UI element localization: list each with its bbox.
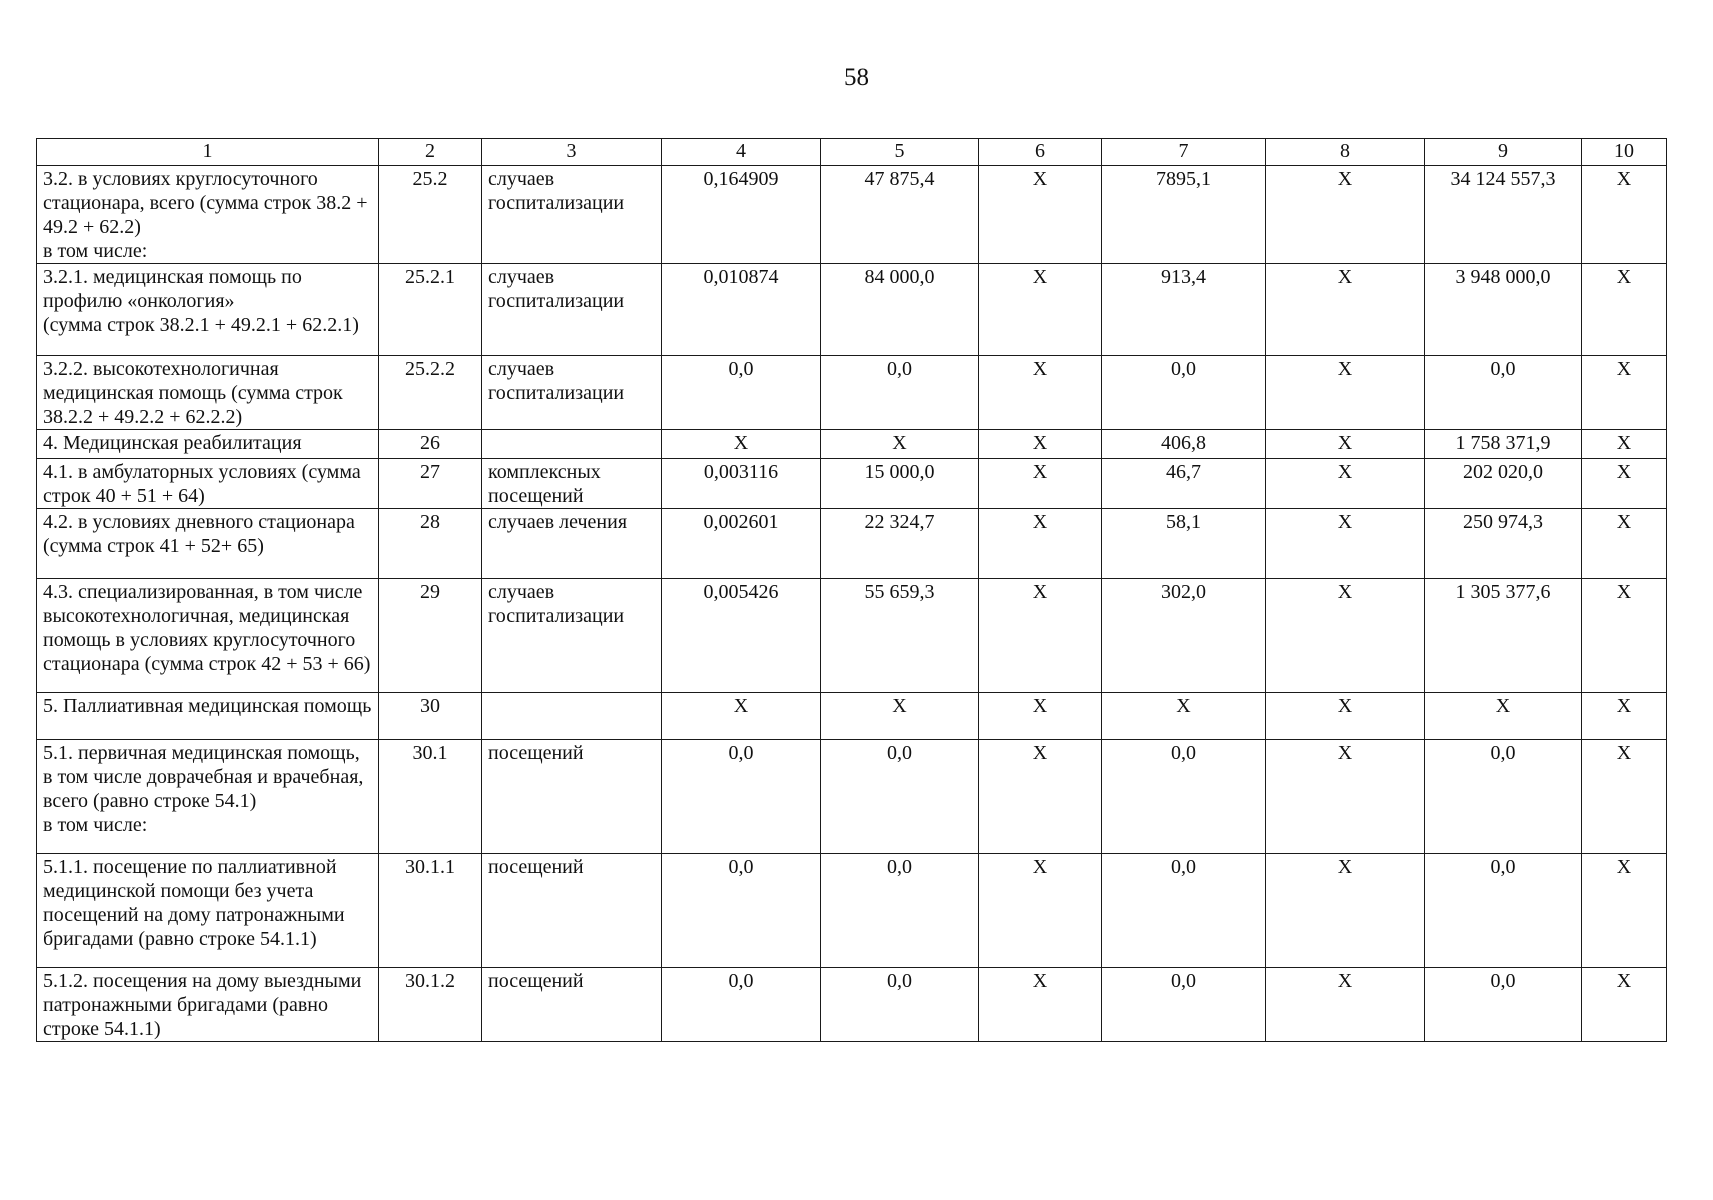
cell-col9: 0,0 [1425,356,1582,430]
cell-col4: 0,0 [662,854,821,968]
cell-col8: Х [1266,968,1425,1042]
row-code: 26 [379,430,482,459]
cell-col7: 7895,1 [1102,166,1266,264]
cell-col7: 0,0 [1102,356,1266,430]
row-code: 25.2.2 [379,356,482,430]
cell-col9: 0,0 [1425,854,1582,968]
cell-col10: Х [1582,740,1667,854]
cell-col10: Х [1582,509,1667,579]
cell-col5: 84 000,0 [821,264,979,356]
cell-col7: 0,0 [1102,854,1266,968]
cell-col6: Х [979,459,1102,509]
header-cell: 5 [821,139,979,166]
cell-col9: 34 124 557,3 [1425,166,1582,264]
row-label: 4.3. специализированная, в том числе высокотехнологичная, медицинская помощь в условиях круглосуточного стационара (сумма строк 42 + 53 + 66) [37,579,379,693]
cell-col6: Х [979,264,1102,356]
cell-col5: Х [821,693,979,740]
cell-col4: 0,0 [662,968,821,1042]
cell-col9: 3 948 000,0 [1425,264,1582,356]
row-label: 5.1.2. посещения на дому выездными патронажными бригадами (равно строке 54.1.1) [37,968,379,1042]
cell-col6: Х [979,430,1102,459]
cell-col8: Х [1266,166,1425,264]
cell-col4: 0,003116 [662,459,821,509]
cell-col9: 202 020,0 [1425,459,1582,509]
cell-col5: 0,0 [821,968,979,1042]
row-unit: случаев госпитализации [482,579,662,693]
table-row [37,430,1667,459]
cell-col10: Х [1582,430,1667,459]
cell-col6: Х [979,356,1102,430]
table-row [37,356,1667,430]
cell-col4: Х [662,430,821,459]
cell-col8: Х [1266,430,1425,459]
cell-col10: Х [1582,166,1667,264]
cell-col10: Х [1582,854,1667,968]
cell-col7: 58,1 [1102,509,1266,579]
cell-col10: Х [1582,264,1667,356]
header-cell: 8 [1266,139,1425,166]
cell-col7: 406,8 [1102,430,1266,459]
table-row [37,579,1667,693]
row-unit: посещений [482,968,662,1042]
row-label: 4.1. в амбулаторных условиях (сумма строк 40 + 51 + 64) [37,459,379,509]
row-code: 30 [379,693,482,740]
cell-col8: Х [1266,740,1425,854]
cell-col5: 55 659,3 [821,579,979,693]
cell-col8: Х [1266,509,1425,579]
row-code: 30.1.1 [379,854,482,968]
cell-col4: 0,002601 [662,509,821,579]
header-cell: 3 [482,139,662,166]
cell-col7: 0,0 [1102,740,1266,854]
cell-col4: 0,164909 [662,166,821,264]
cell-col9: 0,0 [1425,740,1582,854]
row-unit: посещений [482,854,662,968]
cell-col6: Х [979,968,1102,1042]
cell-col8: Х [1266,356,1425,430]
row-code: 25.2 [379,166,482,264]
cell-col4: 0,0 [662,356,821,430]
row-unit: случаев лечения [482,509,662,579]
cell-col7: 46,7 [1102,459,1266,509]
cell-col5: 22 324,7 [821,509,979,579]
row-label: 3.2.2. высокотехнологичная медицинская помощь (сумма строк 38.2.2 + 49.2.2 + 62.2.2) [37,356,379,430]
row-code: 30.1.2 [379,968,482,1042]
cell-col6: Х [979,509,1102,579]
cell-col4: 0,005426 [662,579,821,693]
header-cell: 2 [379,139,482,166]
table-row [37,854,1667,968]
cell-col8: Х [1266,459,1425,509]
cell-col7: Х [1102,693,1266,740]
cell-col9: 1 305 377,6 [1425,579,1582,693]
row-label: 3.2. в условиях круглосуточного стационара, всего (сумма строк 38.2 + 49.2 + 62.2) в том числе: [37,166,379,264]
cell-col9: Х [1425,693,1582,740]
cell-col4: 0,0 [662,740,821,854]
header-cell: 4 [662,139,821,166]
row-label: 5. Паллиативная медицинская помощь [37,693,379,740]
cell-col5: 0,0 [821,740,979,854]
header-cell: 6 [979,139,1102,166]
row-label: 4. Медицинская реабилитация [37,430,379,459]
row-code: 30.1 [379,740,482,854]
row-code: 29 [379,579,482,693]
cell-col9: 1 758 371,9 [1425,430,1582,459]
cell-col6: Х [979,579,1102,693]
table-row [37,693,1667,740]
header-row [37,139,1667,166]
header-cell: 10 [1582,139,1667,166]
row-label: 4.2. в условиях дневного стационара (сумма строк 41 + 52+ 65) [37,509,379,579]
row-unit [482,693,662,740]
row-unit: комплексных посещений [482,459,662,509]
cell-col6: Х [979,166,1102,264]
row-label: 5.1.1. посещение по паллиативной медицинской помощи без учета посещений на дому патронажными бригадами (равно строке 54.1.1) [37,854,379,968]
cell-col4: 0,010874 [662,264,821,356]
cell-col8: Х [1266,693,1425,740]
cell-col6: Х [979,740,1102,854]
cell-col5: Х [821,430,979,459]
data-table [36,138,1667,1042]
table-row [37,968,1667,1042]
cell-col8: Х [1266,854,1425,968]
row-unit: посещений [482,740,662,854]
cell-col6: Х [979,693,1102,740]
row-code: 27 [379,459,482,509]
row-unit [482,430,662,459]
table-row [37,264,1667,356]
cell-col7: 0,0 [1102,968,1266,1042]
cell-col5: 15 000,0 [821,459,979,509]
cell-col10: Х [1582,968,1667,1042]
cell-col6: Х [979,854,1102,968]
row-unit: случаев госпитализации [482,166,662,264]
cell-col9: 250 974,3 [1425,509,1582,579]
cell-col5: 0,0 [821,854,979,968]
cell-col10: Х [1582,356,1667,430]
row-code: 28 [379,509,482,579]
cell-col10: Х [1582,579,1667,693]
table-row [37,166,1667,264]
cell-col10: Х [1582,459,1667,509]
header-cell: 1 [37,139,379,166]
table-row [37,459,1667,509]
cell-col8: Х [1266,264,1425,356]
row-code: 25.2.1 [379,264,482,356]
cell-col10: Х [1582,693,1667,740]
cell-col7: 302,0 [1102,579,1266,693]
header-cell: 9 [1425,139,1582,166]
table-row [37,509,1667,579]
row-unit: случаев госпитализации [482,264,662,356]
row-label: 5.1. первичная медицинская помощь, в том числе доврачебная и врачебная, всего (равно строке 54.1) в том числе: [37,740,379,854]
page-number: 58 [844,64,869,91]
cell-col5: 0,0 [821,356,979,430]
cell-col8: Х [1266,579,1425,693]
row-unit: случаев госпитализации [482,356,662,430]
row-label: 3.2.1. медицинская помощь по профилю «онкология» (сумма строк 38.2.1 + 49.2.1 + 62.2.1) [37,264,379,356]
cell-col9: 0,0 [1425,968,1582,1042]
cell-col5: 47 875,4 [821,166,979,264]
cell-col7: 913,4 [1102,264,1266,356]
table-row [37,740,1667,854]
cell-col4: Х [662,693,821,740]
header-cell: 7 [1102,139,1266,166]
